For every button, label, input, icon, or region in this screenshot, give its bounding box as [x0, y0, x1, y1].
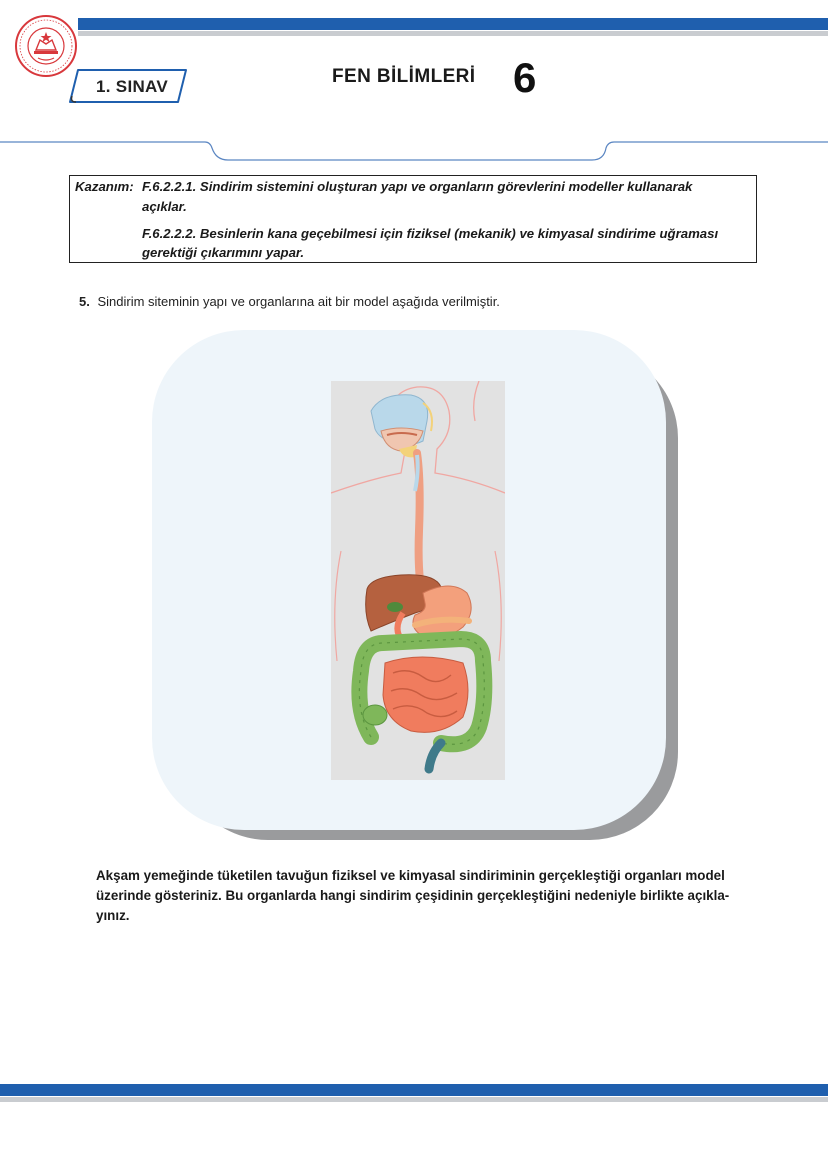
task-line-2: üzerinde gösteriniz. Bu organlarda hangi sindirim çeşidinin gerçekleştiğini nedeniyle birlikte açıkla- [96, 888, 730, 903]
question-text [79, 294, 500, 309]
question-body: Sindirim siteminin yapı ve organlarına ait bir model aşağıda verilmiştir. [97, 294, 500, 309]
header-bar-grey [78, 31, 828, 36]
question-number: 5. [79, 294, 90, 309]
task-line-1: Akşam yemeğinde tüketilen tavuğun fiziksel ve kimyasal sindiriminin gerçekleştiği organları model [96, 868, 725, 883]
kazanim-label: Kazanım: [75, 179, 134, 194]
footer-bar-blue [0, 1084, 828, 1096]
task-text [96, 866, 766, 926]
kazanim-line-4: gerektiği çıkarımını yapar. [142, 245, 304, 260]
kazanim-line-1: F.6.2.2.1. Sindirim sistemini oluşturan yapı ve organların görevlerini modeller kullanarak [142, 179, 693, 194]
kazanim-line-3: F.6.2.2.2. Besinlerin kana geçebilmesi için fiziksel (mekanik) ve kimyasal sindirime uğraması [142, 226, 719, 241]
footer-bar-grey [0, 1097, 828, 1102]
digestive-system-illustration[interactable] [331, 381, 505, 780]
task-line-3: yınız. [96, 908, 130, 923]
header-divider [0, 136, 828, 166]
subject-title: FEN BİLİMLERİ [332, 66, 476, 87]
header-bar-blue [78, 18, 828, 30]
grade-number: 6 [513, 54, 537, 101]
exam-label: 1. SINAV [96, 77, 168, 96]
kazanim-line-2: açıklar. [142, 199, 187, 214]
